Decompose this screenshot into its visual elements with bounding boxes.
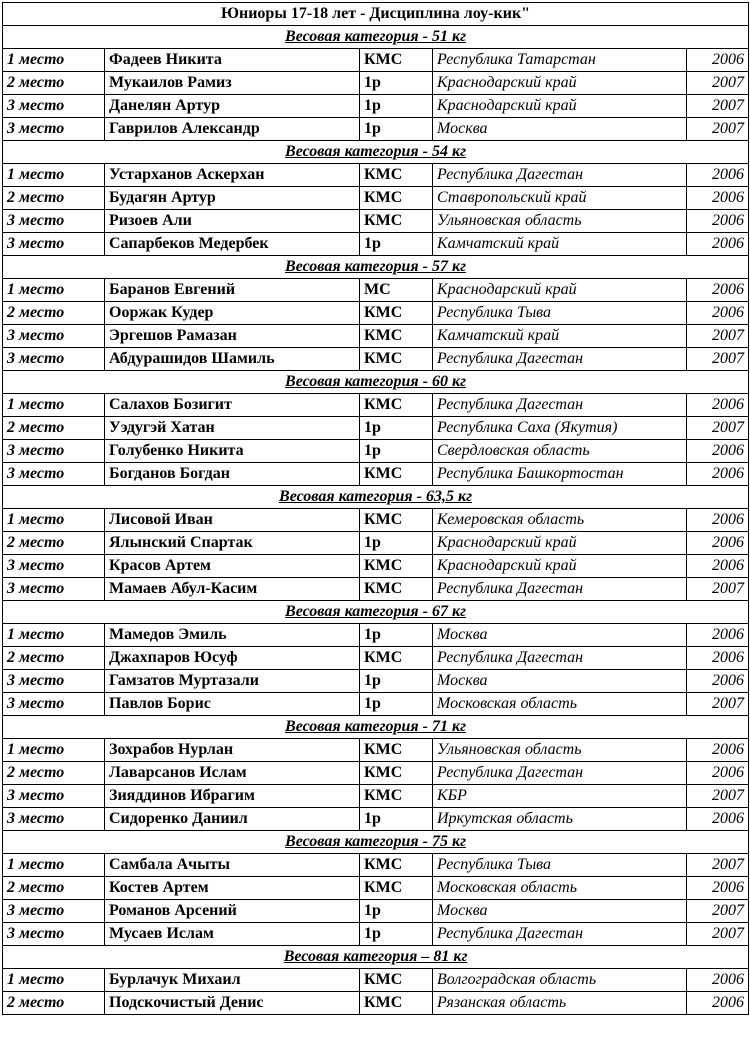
table-row: [3, 348, 749, 371]
region-cell: Краснодарский край: [433, 279, 687, 302]
region-cell: Московская область: [433, 877, 687, 900]
birth-year-cell: 2006: [687, 808, 749, 831]
birth-year-cell: 2007: [687, 72, 749, 95]
rank-cell: КМС: [360, 578, 433, 601]
table-row: [3, 417, 749, 440]
table-row: [3, 877, 749, 900]
birth-year-cell: 2006: [687, 509, 749, 532]
place-cell: 3 место: [3, 808, 105, 831]
results-table: [2, 2, 749, 1015]
table-row: [3, 509, 749, 532]
rank-cell: КМС: [360, 348, 433, 371]
athlete-name-cell: Мукаилов Рамиз: [105, 72, 360, 95]
rank-cell: КМС: [360, 992, 433, 1015]
birth-year-cell: 2007: [687, 325, 749, 348]
region-cell: Республика Татарстан: [433, 49, 687, 72]
athlete-name-cell: Подскочистый Денис: [105, 992, 360, 1015]
place-cell: 1 место: [3, 969, 105, 992]
athlete-name-cell: Баранов Евгений: [105, 279, 360, 302]
table-row: [3, 187, 749, 210]
region-cell: Краснодарский край: [433, 72, 687, 95]
rank-cell: 1р: [360, 440, 433, 463]
place-cell: 3 место: [3, 95, 105, 118]
athlete-name-cell: Красов Артем: [105, 555, 360, 578]
athlete-name-cell: Данелян Артур: [105, 95, 360, 118]
weight-category-label: Весовая категория - 63,5 кг: [3, 486, 749, 509]
table-row: [3, 95, 749, 118]
region-cell: Республика Дагестан: [433, 348, 687, 371]
region-cell: Республика Дагестан: [433, 164, 687, 187]
athlete-name-cell: Сидоренко Даниил: [105, 808, 360, 831]
place-cell: 2 место: [3, 762, 105, 785]
region-cell: Москва: [433, 118, 687, 141]
birth-year-cell: 2006: [687, 49, 749, 72]
table-row: [3, 647, 749, 670]
table-row: [3, 923, 749, 946]
region-cell: Камчатский край: [433, 233, 687, 256]
category-header-row: [3, 946, 749, 969]
rank-cell: КМС: [360, 647, 433, 670]
table-row: [3, 164, 749, 187]
athlete-name-cell: Мамаев Абул-Касим: [105, 578, 360, 601]
table-row: [3, 210, 749, 233]
place-cell: 2 место: [3, 72, 105, 95]
athlete-name-cell: Сапарбеков Медербек: [105, 233, 360, 256]
table-row: [3, 440, 749, 463]
rank-cell: 1р: [360, 532, 433, 555]
place-cell: 1 место: [3, 164, 105, 187]
title-row: [3, 3, 749, 26]
weight-category-label: Весовая категория - 75 кг: [3, 831, 749, 854]
athlete-name-cell: Лаварсанов Ислам: [105, 762, 360, 785]
table-row: [3, 969, 749, 992]
place-cell: 3 место: [3, 785, 105, 808]
birth-year-cell: 2006: [687, 440, 749, 463]
table-row: [3, 785, 749, 808]
region-cell: Республика Дагестан: [433, 394, 687, 417]
place-cell: 3 место: [3, 348, 105, 371]
table-row: [3, 739, 749, 762]
athlete-name-cell: Ризоев Али: [105, 210, 360, 233]
rank-cell: 1р: [360, 118, 433, 141]
birth-year-cell: 2006: [687, 762, 749, 785]
athlete-name-cell: Романов Арсений: [105, 900, 360, 923]
place-cell: 2 место: [3, 417, 105, 440]
birth-year-cell: 2006: [687, 992, 749, 1015]
birth-year-cell: 2006: [687, 302, 749, 325]
table-row: [3, 463, 749, 486]
place-cell: 1 место: [3, 624, 105, 647]
place-cell: 3 место: [3, 233, 105, 256]
place-cell: 1 место: [3, 49, 105, 72]
athlete-name-cell: Ооржак Кудер: [105, 302, 360, 325]
rank-cell: КМС: [360, 969, 433, 992]
rank-cell: КМС: [360, 877, 433, 900]
rank-cell: КМС: [360, 187, 433, 210]
table-row: [3, 762, 749, 785]
category-header-row: [3, 716, 749, 739]
region-cell: Москва: [433, 900, 687, 923]
rank-cell: 1р: [360, 95, 433, 118]
weight-category-label: Весовая категория - 67 кг: [3, 601, 749, 624]
table-row: [3, 118, 749, 141]
birth-year-cell: 2007: [687, 348, 749, 371]
weight-category-label: Весовая категория – 81 кг: [3, 946, 749, 969]
table-row: [3, 325, 749, 348]
athlete-name-cell: Павлов Борис: [105, 693, 360, 716]
birth-year-cell: 2006: [687, 555, 749, 578]
athlete-name-cell: Богданов Богдан: [105, 463, 360, 486]
rank-cell: 1р: [360, 693, 433, 716]
table-row: [3, 808, 749, 831]
rank-cell: 1р: [360, 233, 433, 256]
athlete-name-cell: Лисовой Иван: [105, 509, 360, 532]
region-cell: Москва: [433, 624, 687, 647]
rank-cell: КМС: [360, 49, 433, 72]
rank-cell: 1р: [360, 923, 433, 946]
rank-cell: КМС: [360, 210, 433, 233]
place-cell: 3 место: [3, 555, 105, 578]
athlete-name-cell: Голубенко Никита: [105, 440, 360, 463]
birth-year-cell: 2006: [687, 670, 749, 693]
athlete-name-cell: Гаврилов Александр: [105, 118, 360, 141]
rank-cell: КМС: [360, 785, 433, 808]
region-cell: Республика Дагестан: [433, 578, 687, 601]
place-cell: 3 место: [3, 693, 105, 716]
birth-year-cell: 2006: [687, 233, 749, 256]
place-cell: 1 место: [3, 854, 105, 877]
table-row: [3, 394, 749, 417]
region-cell: Республика Тыва: [433, 854, 687, 877]
place-cell: 3 место: [3, 578, 105, 601]
athlete-name-cell: Салахов Бозигит: [105, 394, 360, 417]
region-cell: Республика Дагестан: [433, 647, 687, 670]
athlete-name-cell: Зохрабов Нурлан: [105, 739, 360, 762]
weight-category-label: Весовая категория - 54 кг: [3, 141, 749, 164]
weight-category-label: Весовая категория - 57 кг: [3, 256, 749, 279]
athlete-name-cell: Мусаев Ислам: [105, 923, 360, 946]
birth-year-cell: 2007: [687, 785, 749, 808]
rank-cell: 1р: [360, 900, 433, 923]
athlete-name-cell: Будагян Артур: [105, 187, 360, 210]
region-cell: Рязанская область: [433, 992, 687, 1015]
region-cell: Республика Дагестан: [433, 923, 687, 946]
place-cell: 1 место: [3, 509, 105, 532]
table-row: [3, 693, 749, 716]
region-cell: Свердловская область: [433, 440, 687, 463]
athlete-name-cell: Гамзатов Муртазали: [105, 670, 360, 693]
birth-year-cell: 2007: [687, 923, 749, 946]
place-cell: 2 место: [3, 992, 105, 1015]
place-cell: 3 место: [3, 118, 105, 141]
region-cell: Республика Саха (Якутия): [433, 417, 687, 440]
table-row: [3, 854, 749, 877]
athlete-name-cell: Мамедов Эмиль: [105, 624, 360, 647]
region-cell: Ставропольский край: [433, 187, 687, 210]
region-cell: Кемеровская область: [433, 509, 687, 532]
athlete-name-cell: Эргешов Рамазан: [105, 325, 360, 348]
birth-year-cell: 2007: [687, 578, 749, 601]
athlete-name-cell: Абдурашидов Шамиль: [105, 348, 360, 371]
region-cell: Иркутская область: [433, 808, 687, 831]
athlete-name-cell: Костев Артем: [105, 877, 360, 900]
birth-year-cell: 2007: [687, 417, 749, 440]
category-header-row: [3, 141, 749, 164]
place-cell: 1 место: [3, 394, 105, 417]
athlete-name-cell: Фадеев Никита: [105, 49, 360, 72]
category-header-row: [3, 26, 749, 49]
results-body: [3, 3, 749, 1015]
birth-year-cell: 2007: [687, 854, 749, 877]
region-cell: Волгоградская область: [433, 969, 687, 992]
athlete-name-cell: Устарханов Аскерхан: [105, 164, 360, 187]
table-row: [3, 900, 749, 923]
table-row: [3, 578, 749, 601]
region-cell: Московская область: [433, 693, 687, 716]
birth-year-cell: 2006: [687, 969, 749, 992]
region-cell: Республика Башкортостан: [433, 463, 687, 486]
weight-category-label: Весовая категория - 71 кг: [3, 716, 749, 739]
rank-cell: КМС: [360, 739, 433, 762]
rank-cell: 1р: [360, 670, 433, 693]
birth-year-cell: 2006: [687, 210, 749, 233]
place-cell: 2 место: [3, 532, 105, 555]
birth-year-cell: 2006: [687, 532, 749, 555]
category-header-row: [3, 371, 749, 394]
table-row: [3, 49, 749, 72]
table-row: [3, 670, 749, 693]
table-row: [3, 302, 749, 325]
category-header-row: [3, 601, 749, 624]
document-title: Юниоры 17-18 лет - Дисциплина лоу-кик": [3, 3, 749, 26]
place-cell: 1 место: [3, 739, 105, 762]
place-cell: 3 место: [3, 900, 105, 923]
birth-year-cell: 2006: [687, 187, 749, 210]
birth-year-cell: 2006: [687, 164, 749, 187]
place-cell: 2 место: [3, 647, 105, 670]
place-cell: 2 место: [3, 187, 105, 210]
rank-cell: КМС: [360, 302, 433, 325]
birth-year-cell: 2006: [687, 647, 749, 670]
athlete-name-cell: Бурлачук Михаил: [105, 969, 360, 992]
rank-cell: МС: [360, 279, 433, 302]
athlete-name-cell: Ялынский Спартак: [105, 532, 360, 555]
birth-year-cell: 2006: [687, 739, 749, 762]
birth-year-cell: 2006: [687, 463, 749, 486]
rank-cell: КМС: [360, 509, 433, 532]
birth-year-cell: 2007: [687, 900, 749, 923]
athlete-name-cell: Зияддинов Ибрагим: [105, 785, 360, 808]
region-cell: Краснодарский край: [433, 532, 687, 555]
region-cell: Республика Тыва: [433, 302, 687, 325]
place-cell: 3 место: [3, 325, 105, 348]
table-row: [3, 992, 749, 1015]
place-cell: 2 место: [3, 877, 105, 900]
category-header-row: [3, 486, 749, 509]
region-cell: Ульяновская область: [433, 210, 687, 233]
category-header-row: [3, 831, 749, 854]
region-cell: Республика Дагестан: [433, 762, 687, 785]
place-cell: 3 место: [3, 670, 105, 693]
rank-cell: КМС: [360, 854, 433, 877]
region-cell: Краснодарский край: [433, 95, 687, 118]
rank-cell: КМС: [360, 394, 433, 417]
rank-cell: 1р: [360, 808, 433, 831]
birth-year-cell: 2006: [687, 279, 749, 302]
table-row: [3, 72, 749, 95]
place-cell: 1 место: [3, 279, 105, 302]
rank-cell: 1р: [360, 417, 433, 440]
birth-year-cell: 2006: [687, 394, 749, 417]
category-header-row: [3, 256, 749, 279]
rank-cell: КМС: [360, 164, 433, 187]
birth-year-cell: 2006: [687, 624, 749, 647]
place-cell: 3 место: [3, 923, 105, 946]
rank-cell: КМС: [360, 463, 433, 486]
weight-category-label: Весовая категория - 60 кг: [3, 371, 749, 394]
rank-cell: КМС: [360, 762, 433, 785]
place-cell: 3 место: [3, 440, 105, 463]
athlete-name-cell: Уэдугэй Хатан: [105, 417, 360, 440]
rank-cell: КМС: [360, 325, 433, 348]
athlete-name-cell: Джахпаров Юсуф: [105, 647, 360, 670]
birth-year-cell: 2006: [687, 877, 749, 900]
region-cell: Камчатский край: [433, 325, 687, 348]
table-row: [3, 233, 749, 256]
rank-cell: 1р: [360, 72, 433, 95]
place-cell: 3 место: [3, 463, 105, 486]
birth-year-cell: 2007: [687, 118, 749, 141]
weight-category-label: Весовая категория - 51 кг: [3, 26, 749, 49]
table-row: [3, 279, 749, 302]
rank-cell: 1р: [360, 624, 433, 647]
table-row: [3, 624, 749, 647]
table-row: [3, 555, 749, 578]
birth-year-cell: 2007: [687, 693, 749, 716]
region-cell: Ульяновская область: [433, 739, 687, 762]
place-cell: 2 место: [3, 302, 105, 325]
region-cell: Краснодарский край: [433, 555, 687, 578]
place-cell: 3 место: [3, 210, 105, 233]
birth-year-cell: 2007: [687, 95, 749, 118]
region-cell: Москва: [433, 670, 687, 693]
table-row: [3, 532, 749, 555]
athlete-name-cell: Самбала Ачыты: [105, 854, 360, 877]
region-cell: КБР: [433, 785, 687, 808]
rank-cell: КМС: [360, 555, 433, 578]
